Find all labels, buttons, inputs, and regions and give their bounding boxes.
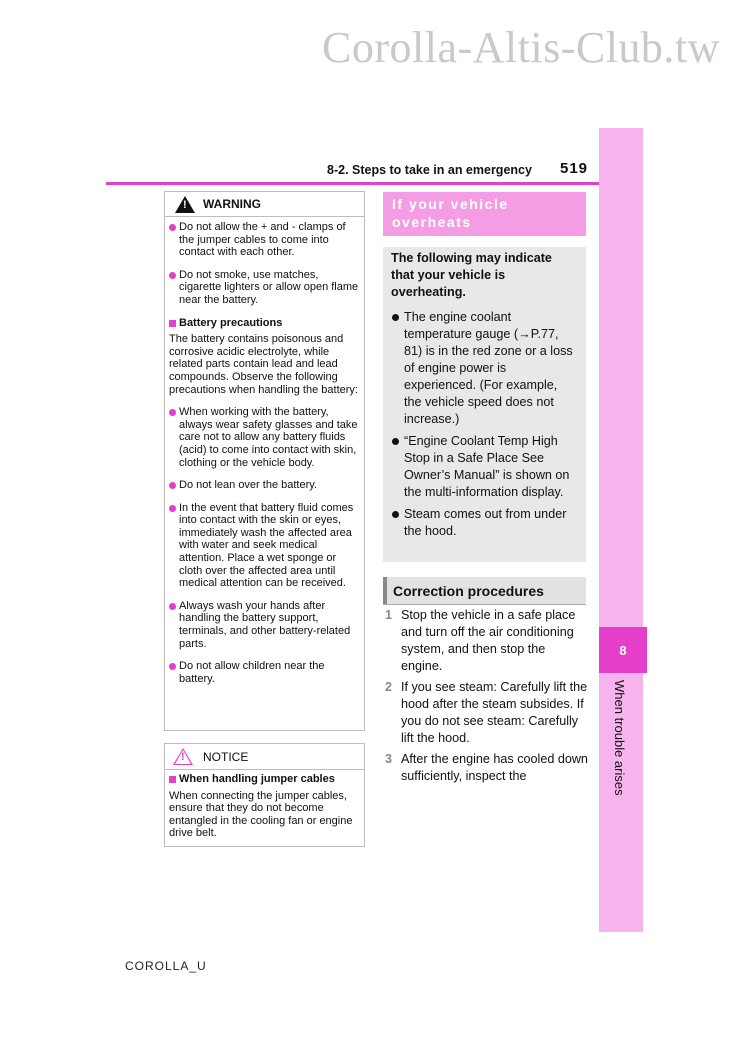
step-text: Stop the vehicle in a safe place and turn off the air conditioning system, and then stop the engine.: [401, 608, 576, 673]
overheat-lead: The following may indicate that your vehicle is overheating.: [391, 251, 552, 299]
warning-title: WARNING: [203, 197, 261, 211]
caution-icon: [173, 748, 193, 765]
list-item: Always wash your hands after handling the battery support, terminals, and other battery-related parts.: [169, 600, 359, 650]
notice-body: [165, 770, 364, 840]
warning-subheading: Battery precautions: [169, 317, 359, 330]
step-text: After the engine has cooled down sufficiently, inspect the: [401, 752, 588, 783]
page-number: 519: [560, 160, 589, 177]
list-item: When working with the battery, always wear safety glasses and take care not to allow any battery fluids (acid) to come into contact with skin, clothing or the vehicle body.: [169, 406, 359, 469]
step-number: 1: [385, 608, 393, 622]
watermark: Corolla-Altis-Club.tw: [322, 23, 720, 72]
notice-subheading: When handling jumper cables: [169, 773, 359, 786]
notice-title: NOTICE: [203, 749, 249, 764]
list-item: The engine coolant temperature gauge (→P.77, 81) is in the red zone or a loss of engine power is experienced. (For example, the vehicle speed does not increase.): [391, 309, 578, 428]
step-item: [383, 607, 588, 675]
step-item: [383, 679, 588, 747]
list-item: In the event that battery fluid comes into contact with the skin or eyes, immediately wash the affected area with water and seek medical attention. Place a wet sponge or cloth over the affected area until medical attention can be received.: [169, 502, 359, 590]
step-number: 2: [385, 680, 393, 694]
warning-icon: [175, 196, 195, 213]
list-item: Do not allow children near the battery.: [169, 660, 359, 685]
chapter-side-tab: [599, 128, 643, 932]
step-item: [383, 751, 588, 785]
correction-steps: [383, 607, 588, 789]
step-number: 3: [385, 752, 393, 766]
list-item: “Engine Coolant Temp High Stop in a Safe Place See Owner’s Manual” is shown on the multi-information display.: [391, 433, 578, 501]
list-item: Steam comes out from under the hood.: [391, 506, 578, 540]
list-item: Do not allow the + and - clamps of the jumper cables to come into contact with each other.: [169, 221, 359, 259]
divider: [383, 604, 586, 605]
list-item: Do not lean over the battery.: [169, 479, 359, 492]
notice-paragraph: When connecting the jumper cables, ensure that they do not become entangled in the cooling fan or engine drive belt.: [169, 789, 353, 840]
overheat-title: If your vehicle overheats: [383, 192, 586, 236]
header-rule: [106, 182, 599, 185]
chapter-number: 8: [599, 627, 647, 673]
correction-heading: Correction procedures: [383, 577, 586, 604]
warning-body: [165, 217, 364, 685]
chapter-label: When trouble arises: [612, 680, 627, 796]
footer-model: COROLLA_U: [125, 959, 207, 973]
warning-box: [164, 191, 365, 731]
warning-paragraph: The battery contains poisonous and corrosive acidic electrolyte, while related parts contain lead and lead compounds. Observe the following precautions when handling the battery:: [169, 333, 358, 396]
list-item: Do not smoke, use matches, cigarette lighters or allow open flame near the battery.: [169, 269, 359, 307]
notice-header: [165, 744, 364, 770]
section-title: 8-2. Steps to take in an emergency: [327, 163, 532, 177]
notice-box: [164, 743, 365, 847]
step-text: If you see steam: Carefully lift the hood after the steam subsides. If you do not see steam: Carefully lift the hood.: [401, 680, 588, 745]
warning-header: [165, 192, 364, 217]
overheat-info-box: [383, 247, 586, 562]
